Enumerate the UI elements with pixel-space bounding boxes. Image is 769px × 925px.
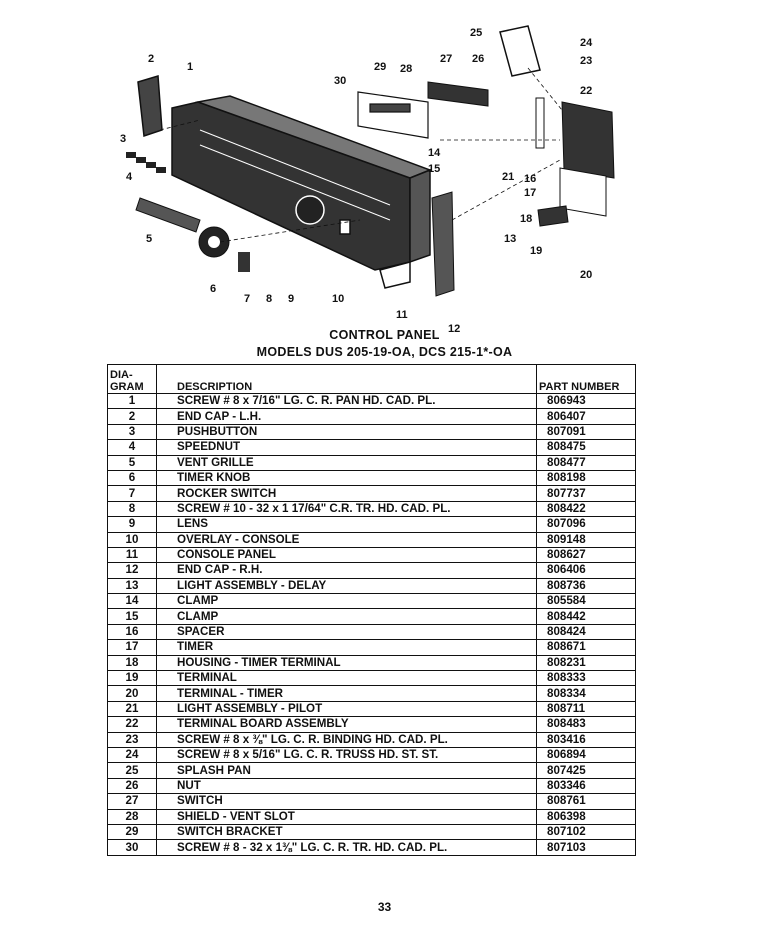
- part-number-cell: 808736: [537, 578, 636, 593]
- diagram-number-cell: 14: [108, 594, 157, 609]
- diagram-number-cell: 19: [108, 671, 157, 686]
- parts-table: [107, 364, 636, 856]
- description-cell: NUT: [157, 778, 537, 793]
- end-cap-lh-drawing: [138, 76, 162, 136]
- table-row: [108, 840, 636, 855]
- part-number-cell: 807103: [537, 840, 636, 855]
- description-cell: END CAP - R.H.: [157, 563, 537, 578]
- header-diagram: DIA- GRAM: [108, 365, 157, 394]
- description-cell: SCREW # 8 - 32 x 1⅜" LG. C. R. TR. HD. CAD. PL.: [157, 840, 537, 855]
- table-row: [108, 809, 636, 824]
- callout-29: 29: [374, 61, 387, 73]
- part-number-cell: 806398: [537, 809, 636, 824]
- callout-17: 17: [524, 187, 537, 199]
- diagram-subtitle: MODELS DUS 205-19-OA, DCS 215-1*-OA: [256, 345, 513, 359]
- table-row: [108, 578, 636, 593]
- callout-15: 15: [428, 163, 441, 175]
- description-cell: SHIELD - VENT SLOT: [157, 809, 537, 824]
- callout-6: 6: [210, 283, 217, 295]
- table-row: [108, 394, 636, 409]
- diagram-title: CONTROL PANEL: [329, 328, 440, 342]
- part-number-cell: 807091: [537, 424, 636, 439]
- table-row: [108, 486, 636, 501]
- page-number: 33: [377, 900, 392, 914]
- description-cell: SCREW # 8 x 7/16" LG. C. R. PAN HD. CAD. PL.: [157, 394, 537, 409]
- part-number-cell: 808475: [537, 440, 636, 455]
- callout-8: 8: [266, 293, 273, 305]
- callout-11: 11: [396, 309, 408, 321]
- part-number-cell: 807096: [537, 517, 636, 532]
- diagram-number-cell: 7: [108, 486, 157, 501]
- table-row: [108, 624, 636, 639]
- description-cell: SPEEDNUT: [157, 440, 537, 455]
- header-description: DESCRIPTION: [157, 365, 537, 394]
- description-cell: ROCKER SWITCH: [157, 486, 537, 501]
- table-row: [108, 409, 636, 424]
- switch-bracket-drawing: [358, 92, 428, 138]
- timer-drawing: [560, 102, 614, 216]
- callout-1: 1: [187, 61, 194, 73]
- diagram-number-cell: 8: [108, 501, 157, 516]
- part-number-cell: 806407: [537, 409, 636, 424]
- description-cell: TERMINAL BOARD ASSEMBLY: [157, 717, 537, 732]
- diagram-number-cell: 20: [108, 686, 157, 701]
- callout-19: 19: [530, 245, 543, 257]
- part-number-cell: 803346: [537, 778, 636, 793]
- part-number-cell: 808231: [537, 655, 636, 670]
- part-number-cell: 805584: [537, 594, 636, 609]
- table-row: [108, 440, 636, 455]
- diagram-number-cell: 3: [108, 424, 157, 439]
- diagram-number-cell: 12: [108, 563, 157, 578]
- end-cap-rh-drawing: [432, 192, 454, 296]
- table-row: [108, 794, 636, 809]
- description-cell: SCREW # 10 - 32 x 1 17/64" C.R. TR. HD. CAD. PL.: [157, 501, 537, 516]
- diagram-number-cell: 28: [108, 809, 157, 824]
- part-number-cell: 808711: [537, 701, 636, 716]
- part-number-cell: 808198: [537, 470, 636, 485]
- description-cell: SWITCH BRACKET: [157, 824, 537, 839]
- table-row: [108, 609, 636, 624]
- table-row: [108, 778, 636, 793]
- table-row: [108, 732, 636, 747]
- exploded-parts-diagram: [110, 20, 650, 335]
- callout-24: 24: [580, 37, 593, 49]
- table-row: [108, 686, 636, 701]
- diagram-number-cell: 30: [108, 840, 157, 855]
- table-row: [108, 547, 636, 562]
- part-number-cell: 808424: [537, 624, 636, 639]
- callout-14: 14: [428, 147, 441, 159]
- part-number-cell: 806894: [537, 747, 636, 762]
- description-cell: TIMER: [157, 640, 537, 655]
- part-number-cell: 808442: [537, 609, 636, 624]
- diagram-number-cell: 6: [108, 470, 157, 485]
- table-row: [108, 640, 636, 655]
- diagram-number-cell: 25: [108, 763, 157, 778]
- part-number-cell: 808334: [537, 686, 636, 701]
- description-cell: TERMINAL: [157, 671, 537, 686]
- diagram-number-cell: 2: [108, 409, 157, 424]
- part-number-cell: 809148: [537, 532, 636, 547]
- description-cell: SPACER: [157, 624, 537, 639]
- part-number-cell: 808477: [537, 455, 636, 470]
- table-row: [108, 532, 636, 547]
- diagram-number-cell: 4: [108, 440, 157, 455]
- diagram-number-cell: 10: [108, 532, 157, 547]
- rocker-switch-drawing: [238, 252, 250, 272]
- table-row: [108, 717, 636, 732]
- table-row: [108, 701, 636, 716]
- vent-grille-drawing: [136, 198, 200, 232]
- table-row: [108, 747, 636, 762]
- part-number-cell: 806406: [537, 563, 636, 578]
- table-row: [108, 824, 636, 839]
- table-row: [108, 455, 636, 470]
- callout-5: 5: [146, 233, 153, 245]
- callout-2: 2: [148, 53, 155, 65]
- callout-7: 7: [244, 293, 251, 305]
- table-row: [108, 563, 636, 578]
- diagram-number-cell: 23: [108, 732, 157, 747]
- diagram-number-cell: 27: [108, 794, 157, 809]
- callout-28: 28: [400, 63, 413, 75]
- callout-20: 20: [580, 269, 593, 281]
- description-cell: LENS: [157, 517, 537, 532]
- part-number-cell: 808761: [537, 794, 636, 809]
- table-row: [108, 424, 636, 439]
- diagram-number-cell: 24: [108, 747, 157, 762]
- callout-30: 30: [334, 75, 347, 87]
- callout-27: 27: [440, 53, 453, 65]
- callout-9: 9: [288, 293, 295, 305]
- terminal-board-drawing: [536, 98, 544, 148]
- callout-13: 13: [504, 233, 517, 245]
- part-number-cell: 808671: [537, 640, 636, 655]
- table-row: [108, 470, 636, 485]
- table-row: [108, 501, 636, 516]
- diagram-number-cell: 18: [108, 655, 157, 670]
- description-cell: OVERLAY - CONSOLE: [157, 532, 537, 547]
- callout-18: 18: [520, 213, 533, 225]
- housing-timer-terminal-drawing: [538, 206, 568, 226]
- description-cell: PUSHBUTTON: [157, 424, 537, 439]
- diagram-number-cell: 11: [108, 547, 157, 562]
- diagram-number-cell: 22: [108, 717, 157, 732]
- description-cell: TERMINAL - TIMER: [157, 686, 537, 701]
- pushbutton-drawing: [126, 152, 166, 173]
- header-part-number: PART NUMBER: [537, 365, 636, 394]
- part-number-cell: 808333: [537, 671, 636, 686]
- switch-drawing: [428, 82, 488, 106]
- description-cell: SWITCH: [157, 794, 537, 809]
- description-cell: VENT GRILLE: [157, 455, 537, 470]
- diagram-number-cell: 16: [108, 624, 157, 639]
- part-number-cell: 808483: [537, 717, 636, 732]
- diagram-number-cell: 15: [108, 609, 157, 624]
- part-number-cell: 807102: [537, 824, 636, 839]
- part-number-cell: 803416: [537, 732, 636, 747]
- callout-22: 22: [580, 85, 593, 97]
- part-number-cell: 808422: [537, 501, 636, 516]
- description-cell: SCREW # 8 x ⅜" LG. C. R. BINDING HD. CAD. PL.: [157, 732, 537, 747]
- timer-knob-drawing: [199, 227, 229, 257]
- description-cell: END CAP - L.H.: [157, 409, 537, 424]
- description-cell: TIMER KNOB: [157, 470, 537, 485]
- diagram-number-cell: 1: [108, 394, 157, 409]
- description-cell: LIGHT ASSEMBLY - PILOT: [157, 701, 537, 716]
- part-number-cell: 808627: [537, 547, 636, 562]
- callout-16: 16: [524, 173, 537, 185]
- callout-10: 10: [332, 293, 345, 305]
- table-row: [108, 655, 636, 670]
- table-row: [108, 517, 636, 532]
- diagram-number-cell: 5: [108, 455, 157, 470]
- callout-25: 25: [470, 27, 483, 39]
- callout-3: 3: [120, 133, 127, 145]
- description-cell: CLAMP: [157, 594, 537, 609]
- parts-table-header: [108, 365, 636, 394]
- description-cell: CLAMP: [157, 609, 537, 624]
- table-row: [108, 671, 636, 686]
- callout-12: 12: [448, 323, 461, 335]
- diagram-number-cell: 26: [108, 778, 157, 793]
- callout-26: 26: [472, 53, 485, 65]
- part-number-cell: 806943: [537, 394, 636, 409]
- description-cell: CONSOLE PANEL: [157, 547, 537, 562]
- diagram-number-cell: 17: [108, 640, 157, 655]
- callout-23: 23: [580, 55, 593, 67]
- table-row: [108, 594, 636, 609]
- callout-21: 21: [502, 171, 515, 183]
- splash-pan-drawing: [500, 26, 540, 76]
- part-number-cell: 807737: [537, 486, 636, 501]
- diagram-number-cell: 29: [108, 824, 157, 839]
- description-cell: SPLASH PAN: [157, 763, 537, 778]
- diagram-number-cell: 21: [108, 701, 157, 716]
- part-number-cell: 807425: [537, 763, 636, 778]
- diagram-number-cell: 13: [108, 578, 157, 593]
- description-cell: HOUSING - TIMER TERMINAL: [157, 655, 537, 670]
- description-cell: LIGHT ASSEMBLY - DELAY: [157, 578, 537, 593]
- table-row: [108, 763, 636, 778]
- callout-4: 4: [126, 171, 133, 183]
- description-cell: SCREW # 8 x 5/16" LG. C. R. TRUSS HD. ST. ST.: [157, 747, 537, 762]
- diagram-number-cell: 9: [108, 517, 157, 532]
